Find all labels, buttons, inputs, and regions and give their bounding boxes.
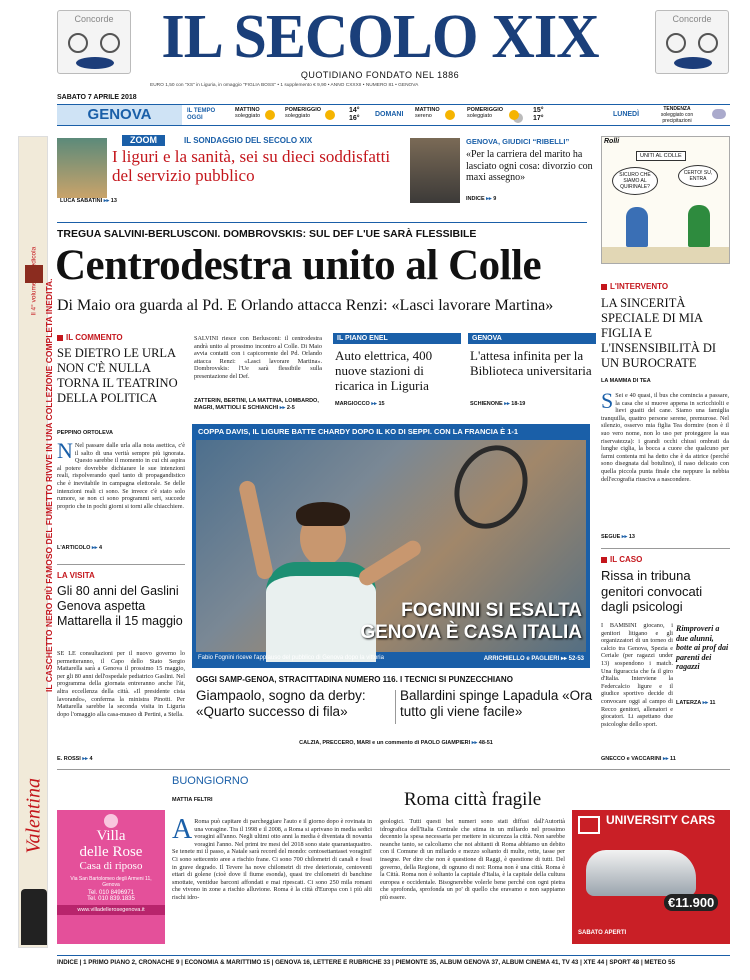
page-ref: ▸▸: [82, 756, 90, 762]
sidebar-vertical-text: IL CASCHETTO NERO PIÙ FAMOSO DEL FUMETTO RIVIVE IN UNA COLLEZIONE COMPLETA INEDITA.: [44, 278, 54, 692]
ford-logo-icon: [76, 57, 114, 69]
tomorrow-morning-desc: sereno: [415, 113, 432, 119]
photo-overlay-1: FOGNINI SI ESALTA: [401, 600, 582, 621]
dropcap: S: [601, 388, 614, 413]
rose-icon: [104, 814, 118, 828]
caso-authors-2: [601, 756, 676, 762]
derby-kicker: OGGI SAMP-GENOA, STRACITTADINA NUMERO 116. I TECNICI SI PUNZECCHIANO: [196, 675, 513, 684]
photo-block: [192, 424, 590, 668]
player-arm-raised: [238, 479, 274, 580]
commento-ref-label: L'ARTICOLO: [57, 545, 91, 551]
bullet-square: [601, 557, 607, 563]
intervento-ref-label: SEGUE: [601, 534, 621, 540]
afternoon-label: POMERIGGIO: [285, 107, 322, 113]
derby-left-headline[interactable]: Giampaolo, sogno da derby: «Quarto successo di fila»: [196, 688, 366, 719]
caso-label-text: IL CASO: [610, 555, 643, 564]
page-ref: ▸▸: [504, 401, 512, 407]
temp-today: [349, 107, 360, 123]
main-pages: 2-5: [286, 405, 295, 411]
story2-ref-label: INDICE: [466, 196, 485, 202]
main-authors: [194, 398, 324, 412]
villa-line-1: Villa: [96, 828, 126, 844]
temp-min: 14°: [349, 107, 360, 114]
zoom-badge: ZOOM: [122, 135, 165, 146]
car-ad-logo-icon: [578, 816, 600, 834]
caso-page-2: 11: [670, 756, 676, 762]
photo-pages: 52-53: [568, 656, 584, 662]
buongiorno-body-right: geologici. Tutti questi bei numeri sono stati diffusi dall'Autorità idrografica dell'Italia Centrale che stima in un miliardo nel prossimo decennio la spesa necessaria per mettere in sicurezza la città. Non sarebbe neanche tanto, se calcoliamo che noi abitanti di Roma abbiamo un debito con il Comune di un miliardo e mezzo soltanto di multe, rette, tasse per insegne. Per dire che non è questione di Raggi, è questione di tutti. Del governo, della Regione, di ognuno di noi: Roma non è una città. Roma è la Città. Roma non è soltanto la capitale d'Italia, è la capitale della cultura europea e occidentale. Bisognerebbe volerle bene perché con ogni pietra che sprofonda, sprofonda un po' di quello che eravamo e non sappiamo più essere.: [380, 818, 565, 901]
derby-byline: [196, 740, 596, 746]
cartoon-ground: [602, 247, 729, 263]
car-ad-note: SABATO APERTI: [578, 930, 627, 936]
intervento-page: 13: [628, 534, 635, 540]
intervento-label-text: L'INTERVENTO: [610, 282, 669, 291]
villa-tel-2: Tel. 010 839.1835: [87, 896, 135, 902]
visita-label: LA VISITA: [57, 571, 95, 580]
intervento-author: LA MAMMA DI TEA: [601, 378, 651, 384]
visita-headline[interactable]: Gli 80 anni del Gaslini Genova aspetta Mattarella il 15 maggio: [57, 584, 183, 628]
left-masthead-ad[interactable]: [57, 10, 131, 74]
buongiorno-label: BUONGIORNO: [172, 775, 249, 787]
caso-label: [601, 555, 642, 564]
biblioteca-label: GENOVA: [468, 333, 596, 344]
weather-afternoon: [285, 107, 321, 119]
zoom-byline: [60, 198, 117, 204]
visita-byline: [57, 756, 93, 762]
tomorrow-afternoon: [467, 107, 503, 119]
intervento-ref: [601, 534, 635, 540]
tomorrow-morning: [415, 107, 440, 119]
page-ref: ▸▸: [621, 534, 629, 540]
buongiorno-left-text: Roma può capitare di parcheggiare l'auto e il giorno dopo è rovinata in una voragine. Tra il 1998 e il 2008, a Roma si aprivano in media sedici voragini all'anno. Negli ultimi otto anni la media è diventata di novanta voragini l'anno. Nel primi tre mesi del 2018 sono state quarantaquattro. Se tenete mi il passo, a Natale sarà record del mondo: centosettantasei voragini! Ci sono settecento aree a rischio frane. Ci sono 700 chilometri di canali e fossi in grave degrado. Il Tevere ha nove chilometri di rive deteriorate, centoventi ettari di golene (cioè dove il fiume esonda), quasi tre chilometri di banchine smottate, ventidue barconi affondati e mai ripescati. Ci sono 250 mila romani che vivono in zone a rischio alluvione. Roma è la città d'Europa con i più alti rischi idro-: [172, 818, 372, 901]
tomorrow-morning-label: MATTINO: [415, 107, 440, 113]
main-body: SALVINI riesce con Berlusconi: il centrodestra andrà unito al prossimo incontro al Colle. Di Maio avvia contatti con i capicorrente del Pd. Orlando attacca Renzi: «Lasci lavorare Martina». Dombrovskis: l'Ue sarà flessibile sulla presentazione del Def.: [194, 335, 322, 380]
story2-page: 9: [493, 196, 497, 202]
main-headline[interactable]: Centrodestra unito al Colle: [55, 242, 542, 289]
university-cars-ad[interactable]: [572, 810, 730, 944]
page-ref: ▸▸: [279, 405, 287, 411]
car-brand-icon: [698, 33, 718, 53]
weather-city: GENOVA: [57, 105, 182, 125]
divider: [57, 222, 587, 223]
main-kicker: TREGUA SALVINI-BERLUSCONI. DOMBROVSKIS: SUL DEF L'UE SARÀ FLESSIBILE: [57, 228, 477, 240]
dropcap: A: [172, 814, 193, 845]
afternoon-desc: soleggiato: [285, 113, 311, 119]
player-hair: [296, 502, 350, 526]
zoom-author: LUCA SABATINI: [60, 198, 103, 204]
newspaper-subtitle: QUOTIDIANO FONDATO NEL 1886: [300, 70, 460, 80]
car-brand-icon: [68, 33, 88, 53]
weather-monday-label: LUNEDÌ: [613, 111, 640, 118]
buongiorno-headline[interactable]: Roma città fragile: [404, 789, 542, 810]
commento-label: [57, 333, 123, 342]
villa-line-2: delle Rose: [79, 844, 143, 860]
biblioteca-headline[interactable]: L'attesa infinita per la Biblioteca universitaria: [470, 348, 592, 378]
sun-icon: [265, 110, 275, 120]
photo-credit: ARRICHIELLO e PAGLIERI ▸▸ 52-53: [483, 656, 584, 662]
enel-author: MARGIOCCO: [335, 401, 370, 407]
temp-min-2: 15°: [533, 107, 544, 114]
page-ref: ▸▸: [103, 198, 111, 204]
buongiorno-body-left: [172, 814, 372, 942]
caso-authors: [676, 700, 715, 706]
buongiorno-author: MATTIA FELTRI: [172, 797, 213, 803]
tomorrow-afternoon-label: POMERIGGIO: [467, 107, 504, 113]
cartoon-title: Rolli: [604, 138, 620, 145]
villa-delle-rose-ad[interactable]: [57, 810, 165, 944]
enel-byline: [335, 401, 385, 407]
page-ref: ▸▸: [486, 196, 494, 202]
weather-tomorrow-label: DOMANI: [375, 111, 404, 118]
rain-cloud-icon: [712, 109, 726, 119]
caso-author-2: GNECCO e VACCARINI: [601, 756, 662, 762]
derby-right-headline[interactable]: Ballardini spinge Lapadula «Ora tutto gli viene facile»: [400, 688, 593, 719]
temp-max: 16°: [349, 115, 360, 122]
photo-caption: Fabio Fognini riceve l'applauso del pubblico di Genova dopo la vittoria: [198, 655, 384, 661]
bullet-square: [601, 284, 607, 290]
page-ref: ▸▸: [91, 545, 99, 551]
zoom-headline[interactable]: I liguri e la sanità, sei su dieci soddisfatti del servizio pubblico: [112, 147, 391, 185]
weather-bar: [57, 104, 730, 126]
intervento-label: [601, 282, 668, 291]
cartoon-bubble-2: CERTO! SU, ENTRA: [678, 165, 718, 187]
commento-ref: [57, 545, 102, 551]
valentina-portrait: [21, 889, 47, 945]
divider: [601, 548, 730, 549]
story2-headline[interactable]: «Per la carriera del marito ha lasciato ogni cosa: divorzio con maxi assegno»: [466, 149, 593, 183]
photo-overlay-2: GENOVA È CASA ITALIA: [360, 622, 582, 643]
dropcap: N: [57, 438, 73, 463]
morning-desc: soleggiato: [235, 113, 261, 119]
caso-page-1: 11: [709, 700, 716, 706]
commento-label-text: IL COMMENTO: [66, 333, 123, 342]
ford-logo-icon: [674, 57, 712, 69]
biblioteca-author: SCHIENONE: [470, 401, 503, 407]
trend-desc: soleggiato con precipitazioni: [660, 112, 694, 124]
car-ad-brand: UNIVERSITY CARS: [606, 813, 716, 827]
fognini-photo[interactable]: [196, 440, 586, 652]
bullet-square: [57, 335, 63, 341]
divider: [57, 564, 185, 565]
caso-body: I BAMBINI giocano, i genitori litigano e gli organizzatori di un torneo di calcio tra Genova, Spezia e Ceriale (per ragazzi under 13) sospendono i match. Una figuraccia che fa il giro d'Italia. Interviene la Federcalcio ligure e il giudice sportivo decide di convocare oggi al campo di Recco genitori, allenatori e giocatori. Li aspettano due psicologhe dello sport.: [601, 622, 673, 728]
biblioteca-pages: 18-19: [511, 401, 526, 407]
left-sidebar-ad[interactable]: [18, 136, 54, 948]
visita-body: SE LE consultazioni per il nuovo governo lo permetteranno, il Capo dello Stato Sergio Mattarella sarà a Genova il prossimo 15 maggio, per gli 80 anni dell'ospedale pediatrico Gaslini. Nel programma della giornata entreranno anche l'àt, altra eccellenza della città. «Il presidente cista lavorando», conferma la ministra Pinotti. Per Mattarella sarebbe la seconda visita in Liguria dopo l'omaggio alla casa-museo di Pertini, a Stella.: [57, 650, 185, 718]
main-author-list: ZATTERIN, BERTINI, LA MATTINA, LOMBARDO, MAGRI, MATTIOLI E SCHIANCHI: [194, 398, 319, 411]
sun-cloud-icon: [509, 110, 519, 120]
player-arm: [356, 538, 424, 589]
cartoon-figure-1: [626, 207, 648, 247]
temp-max-2: 17°: [533, 115, 544, 122]
cartoon-figure-2: [688, 205, 710, 247]
trend-label: TENDENZA: [663, 106, 691, 112]
story2-kicker: GENOVA, GIUDICI “RIBELLI”: [466, 137, 570, 146]
tomorrow-afternoon-desc: soleggiato: [467, 113, 493, 119]
right-ad-label: Concorde: [672, 14, 712, 24]
commento-body-text: Nel passare dalle urla alla nota asettica, c'è il salto di una verità sempre più ignorata. Questo sarebbe il momento in cui chi aspira al potere dovrebbe dichiarare le sue intenzioni reali, rispolverando quel tanto di propagandistico che è inevitabile in campagna elettorale. Se delle intenzioni reali ci sono. Se invece c'è stato solo rumore, se non ci sono programmi seri, succede proprio che in pochi giorni si torni alle chiacchiere.: [57, 442, 185, 510]
page-ref: ▸▸: [702, 700, 710, 706]
car-ad-price: €11.900: [664, 894, 718, 911]
morning-label: MATTINO: [235, 107, 260, 113]
right-masthead-ad[interactable]: [655, 10, 729, 74]
visita-page: 4: [89, 756, 93, 762]
caso-author-1: LATERZA: [676, 700, 702, 706]
cartoon-sign: UNITI AL COLLE: [636, 151, 686, 161]
villa-url: www.villadellerosegenova.it: [57, 905, 165, 915]
caso-pullquote: Rimproveri a due alunni, botte ai prof dai parenti dei ragazzi: [676, 624, 729, 671]
commento-author: PEPPINO ORTOLEVA: [57, 430, 114, 436]
zoom-photo[interactable]: [57, 138, 107, 198]
divider: [57, 769, 730, 770]
photo-credit-names: ARRICHIELLO e PAGLIERI: [483, 656, 560, 662]
cartoon-bubble-1: SICURO CHE SIAMO AL QUIRINALE?: [612, 167, 658, 195]
intervento-headline[interactable]: LA SINCERITÀ SPECIALE DI MIA FIGLIA E L'INSENSIBILITÀ DI UN BUROCRATE: [601, 296, 717, 370]
page-ref: ▸▸: [471, 740, 479, 746]
sidebar-icon-box: [25, 265, 43, 283]
issue-date: SABATO 7 APRILE 2018: [57, 94, 137, 101]
biblioteca-byline: [470, 401, 525, 407]
left-ad-label: Concorde: [74, 14, 114, 24]
enel-label: IL PIANO ENEL: [333, 333, 461, 344]
villa-address: Via San Bartolomeo degli Armeni 11, Genova: [70, 876, 152, 888]
villa-line-3: Casa di riposo: [79, 860, 143, 872]
commento-headline[interactable]: SE DIETRO LE URLA NON C'È NULLA TORNA IL TEATRINO DELLA POLITICA: [57, 346, 178, 405]
caso-headline[interactable]: Rissa in tribuna genitori convocati dagli psicologi: [601, 568, 703, 614]
derby-authors: CALZIA, PRECCERO, MARI e un commento di PAOLO GIAMPIERI: [299, 740, 471, 746]
tennis-racket-icon: [441, 433, 541, 541]
weather-today-label: IL TEMPO OGGI: [187, 108, 216, 121]
story2-ref: [466, 196, 496, 202]
sidebar-small-text: [31, 206, 38, 316]
intervento-body: [601, 388, 729, 532]
car-brand-icon: [100, 33, 120, 53]
derby-pages: 48-51: [478, 740, 493, 746]
commento-page: 4: [98, 545, 103, 551]
enel-page: 15: [378, 401, 385, 407]
temp-tomorrow: [533, 107, 544, 123]
cartoon-box[interactable]: [601, 136, 730, 264]
valentina-logo: Valentina: [22, 777, 45, 854]
car-brand-icon: [666, 33, 686, 53]
sun-icon: [445, 110, 455, 120]
page-ref: ▸▸: [662, 756, 670, 762]
visita-author: E. ROSSI: [57, 756, 81, 762]
villa-tel: Tel. 010 8496971: [87, 890, 135, 896]
zoom-kicker: IL SONDAGGIO DEL SECOLO XIX: [184, 136, 313, 145]
enel-headline[interactable]: Auto elettrica, 400 nuove stazioni di ricarica in Liguria: [335, 348, 433, 393]
zoom-page: 13: [110, 198, 117, 204]
footer-index[interactable]: INDICE | 1 PRIMO PIANO 2, CRONACHE 9 | ECONOMIA & MARITTIMO 15 | GENOVA 16, LETTERE E RUBRICHE 33 | PIEMONTE 35, ALBUM GENOVA 37, ALBUM CINEMA 41, TV 43 | XTE 44 | SPORT 48 | METEO 55: [57, 955, 730, 969]
main-subhead: Di Maio ora guarda al Pd. E Orlando attacca Renzi: «Lasci lavorare Martina»: [57, 297, 554, 314]
intervento-body-text: Sei e 40 quasi, il bus che comincia a passare, la casa che si muove appena in scricchiolii e lievi guaiti del cane. Siamo una famiglia tranquilla, quattro persone serene, premurose. Nel silenzio, osservo mia figlia Tea dormire (non è il suo vero nome, non lo uso per proteggere la sua riservatezza): i grandi occhi chiusi ombrati da lunghe ciglia, la bocca a cuore che qualcuno per farmi contenta mi ha detto che è da attrice (perché sono disegnata dal botulino), il naso delicato con quella piccola punta finale che neppure la nebbia dell'ecografia riusciva a nascondere.: [601, 392, 729, 483]
sun-icon: [325, 110, 335, 120]
car-image: [586, 850, 696, 896]
commento-body: [57, 438, 185, 540]
story2-photo[interactable]: [410, 138, 460, 203]
newspaper-title: IL SECOLO XIX: [161, 1, 599, 71]
weather-trend: [647, 106, 707, 124]
issue-info: EURO 1,50 con "XS" in Liguria, in omaggio "FIGLIA BOSS" • 1 supplemento € 9,90 • ANNO CXXXII • NUMERO 81 • GENOVA: [150, 83, 419, 88]
page-ref: ▸▸: [371, 401, 379, 407]
divider: [395, 690, 396, 724]
photo-kicker: COPPA DAVIS, IL LIGURE BATTE CHARDY DOPO IL KO DI SEPPI. CON LA FRANCIA È 1-1: [198, 427, 519, 436]
weather-morning: [235, 107, 260, 119]
